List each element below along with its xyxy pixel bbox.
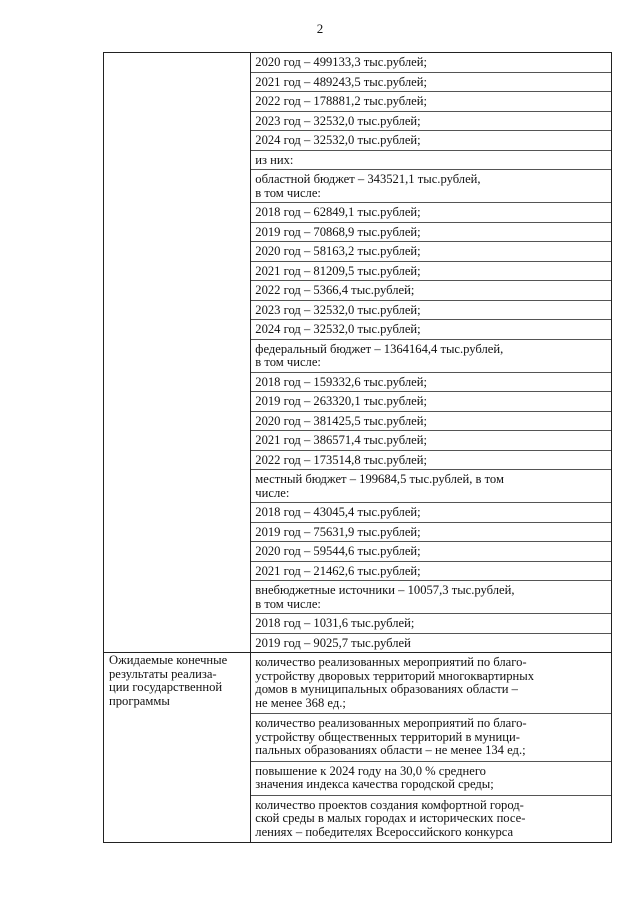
- financing-line: 2022 год – 178881,2 тыс.рублей;: [251, 91, 611, 111]
- result-item: повышение к 2024 году на 30,0 % среднего значения индекса качества городской среды;: [251, 761, 611, 795]
- financing-line: 2021 год – 81209,5 тыс.рублей;: [251, 261, 611, 281]
- result-item: количество реализованных мероприятий по благо- устройству дворовых территорий многоквартирных домов в муниципальных образованиях области – не менее 368 ед.;: [255, 655, 535, 710]
- financing-line: 2020 год – 58163,2 тыс.рублей;: [251, 241, 611, 261]
- financing-line: 2021 год – 489243,5 тыс.рублей;: [251, 72, 611, 92]
- result-item: количество проектов создания комфортной город- ской среды в малых городах и исторических посе- лениях – победителях Всероссийского конкурса: [251, 795, 611, 843]
- results-label: Ожидаемые конечные результаты реализа- ции государственной программы: [109, 653, 228, 708]
- financing-line: 2020 год – 381425,5 тыс.рублей;: [251, 411, 611, 431]
- financing-line: из них:: [251, 150, 611, 170]
- financing-label-cell: [104, 53, 251, 653]
- financing-line: 2018 год – 43045,4 тыс.рублей;: [251, 502, 611, 522]
- results-values-cell: [251, 653, 612, 843]
- financing-line: 2020 год – 499133,3 тыс.рублей;: [255, 55, 427, 69]
- financing-line: 2018 год – 1031,6 тыс.рублей;: [251, 613, 611, 633]
- results-label-cell: [104, 653, 251, 843]
- financing-line: 2022 год – 5366,4 тыс.рублей;: [251, 280, 611, 300]
- financing-line: 2019 год – 9025,7 тыс.рублей: [251, 633, 611, 653]
- results-row: [104, 653, 612, 843]
- financing-source-heading: областной бюджет – 343521,1 тыс.рублей, в том числе:: [251, 169, 611, 202]
- page-number: 2: [316, 21, 324, 36]
- financing-line: 2019 год – 75631,9 тыс.рублей;: [251, 522, 611, 542]
- financing-line: 2019 год – 70868,9 тыс.рублей;: [251, 222, 611, 242]
- financing-row: [104, 53, 612, 653]
- financing-line: 2023 год – 32532,0 тыс.рублей;: [251, 300, 611, 320]
- financing-source-heading: федеральный бюджет – 1364164,4 тыс.рублей, в том числе:: [251, 339, 611, 372]
- financing-line: 2024 год – 32532,0 тыс.рублей;: [251, 130, 611, 150]
- financing-line: 2021 год – 21462,6 тыс.рублей;: [251, 561, 611, 581]
- financing-line: 2020 год – 59544,6 тыс.рублей;: [251, 541, 611, 561]
- financing-line: 2024 год – 32532,0 тыс.рублей;: [251, 319, 611, 339]
- financing-line: 2021 год – 386571,4 тыс.рублей;: [251, 430, 611, 450]
- financing-line: 2018 год – 62849,1 тыс.рублей;: [251, 202, 611, 222]
- financing-values-cell: [251, 53, 612, 653]
- financing-source-heading: местный бюджет – 199684,5 тыс.рублей, в том числе:: [251, 469, 611, 502]
- financing-line: 2019 год – 263320,1 тыс.рублей;: [251, 391, 611, 411]
- financing-line: 2018 год – 159332,6 тыс.рублей;: [251, 372, 611, 392]
- result-item: количество реализованных мероприятий по благо- устройству общественных территорий в муници- пальных образованиях области – не менее 134 ед.;: [251, 713, 611, 761]
- financing-line: 2023 год – 32532,0 тыс.рублей;: [251, 111, 611, 131]
- financing-source-heading: внебюджетные источники – 10057,3 тыс.рублей, в том числе:: [251, 580, 611, 613]
- program-passport-table: [103, 52, 612, 843]
- financing-line: 2022 год – 173514,8 тыс.рублей;: [251, 450, 611, 470]
